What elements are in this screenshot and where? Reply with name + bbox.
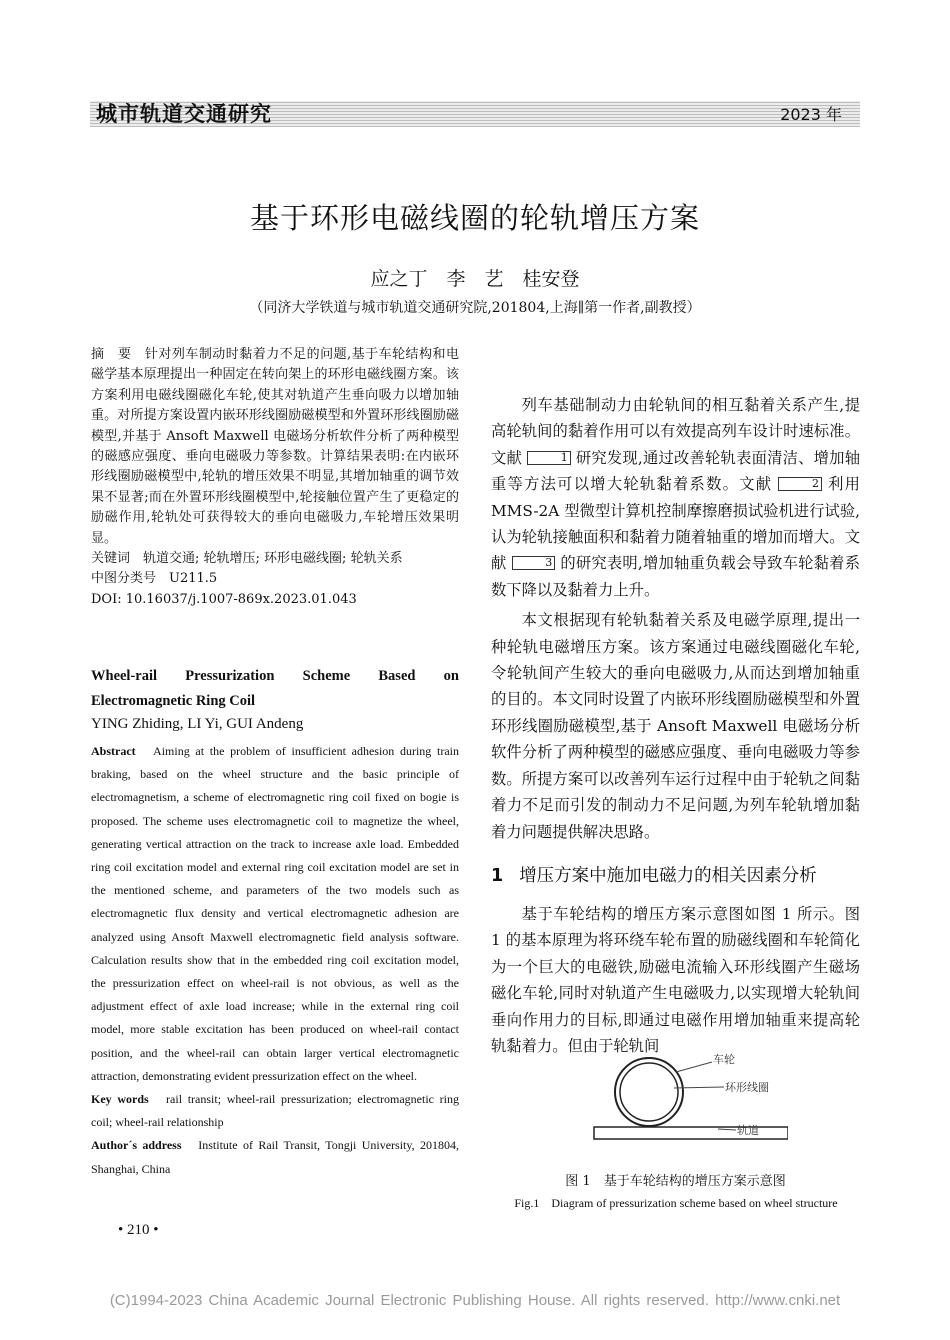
en-title: Wheel-rail Pressurization Scheme Based on Electromagnetic Ring Coil	[91, 668, 459, 709]
cn-abstract	[91, 345, 459, 549]
en-keywords	[91, 1088, 459, 1134]
en-authors: YING Zhiding, LI Yi, GUI Andeng	[91, 716, 304, 732]
journal-year: 2023 年	[780, 105, 842, 124]
cn-class-label: 中图分类号	[91, 571, 157, 587]
figure-caption-en: Fig.1 Diagram of pressurization scheme based on wheel structure	[514, 1196, 838, 1210]
figure-wheel-diagram	[588, 1050, 788, 1160]
cn-keywords-text: 轨道交通; 轮轨增压; 环形电磁线圈; 轮轨关系	[143, 551, 403, 567]
coil-leader	[674, 1087, 724, 1088]
label-wheel: 车轮	[713, 1053, 735, 1066]
body-intro	[491, 392, 860, 849]
en-abstract-block	[91, 740, 459, 1181]
en-address-label: Author´s address	[91, 1138, 182, 1153]
authors: 应之丁 李 艺 桂安登	[370, 268, 580, 290]
copyright-footer: (C)1994-2023 China Academic Journal Electronic Publishing House. All rights reserved. http://www.cnki.net	[109, 1292, 841, 1309]
label-coil: 环形线圈	[725, 1081, 769, 1094]
page-number: • 210 •	[118, 1222, 159, 1238]
body-text: 研究发现,通过改善轮轨表面清洁、增加轴重等方法可以增大轮轨黏着系数。文献	[491, 448, 860, 494]
en-address	[91, 1134, 459, 1180]
en-abstract	[91, 740, 459, 1088]
cn-class-no: U211.5	[169, 571, 218, 587]
rail-leader	[718, 1129, 736, 1130]
citation-ref[interactable]: 1	[527, 451, 571, 465]
body-paragraph: 本文根据现有轮轨黏着关系及电磁学原理,提出一种轮轨电磁增压方案。该方案通过电磁线圈磁化车轮,令轮轨间产生较大的垂向电磁吸力,从而达到增加轴重的目的。本文同时设置了内嵌环形线圈励磁模型和外置环形线圈励磁模型,基于 Ansoft Maxwell 电磁场分析软件分析了两种模型的磁感应强度、垂向电磁吸力等参数。所提方案可以改善列车运行过程中由于轮轨之间黏着力不足而引发的制动力不足问题,为列车轮轨增加黏着力问题提供解决思路。	[491, 611, 860, 841]
figure-caption-cn: 图 1 基于车轮结构的增压方案示意图	[565, 1174, 786, 1189]
doi: DOI: 10.16037/j.1007-869x.2023.01.043	[91, 591, 357, 607]
en-keywords-label: Key words	[91, 1092, 149, 1107]
paper-title: 基于环形电磁线圈的轮轨增压方案	[249, 201, 700, 235]
wheel-leader	[676, 1062, 712, 1072]
cn-keywords	[91, 549, 459, 569]
en-abstract-text: Aiming at the problem of insufficient adhesion during train braking, based on the wheel structure and the basic principle of electromagnetism, a scheme of electromagnetic ring coil fixed on bogie is proposed. The scheme uses electromagnetic coil to magnetize the wheel, generating vertical attraction on the track to increase axle load. Embedded ring coil excitation model and external ring coil excitation model are set in the mentioned scheme, and parameters of the two models such as electromagnetic flux density and vertical electromagnetic adhesion are analyzed using Ansoft Maxwell electromagnetic field analysis software. Calculation results show that in the embedded ring coil excitation model, the pressurization effect on wheel-rail is not obvious, as well as the adjustment effect of axle load increase; while in the external ring coil model, more stable excitation has been produced on wheel-rail contact position, and the wheel-rail can obtain larger vertical electromagnetic attraction, demonstrating evident pressurization effect on the wheel.	[91, 744, 459, 1083]
section-body	[491, 901, 860, 1059]
cn-classification	[91, 569, 459, 589]
body-paragraph	[491, 392, 860, 603]
outer-wheel-circle	[615, 1058, 683, 1126]
section-heading	[491, 862, 817, 887]
cn-abstract-text: 针对列车制动时黏着力不足的问题,基于车轮结构和电磁学基本原理提出一种固定在转向架上的环形电磁线圈方案。该方案利用电磁线圈磁化车轮,使其对轨道产生垂向吸力以增加轴重。对所提方案设置内嵌环形线圈励磁模型和外置环形线圈励磁模型,并基于 Ansoft Maxwell 电磁场分析软件分析了两种模型的磁感应强度、垂向电磁吸力等参数。计算结果表明:在内嵌环形线圈励磁模型中,轮轨的增压效果不明显,其增加轴重的调节效果不显著;而在外置环形线圈模型中,轮接触位置产生了更稳定的励磁作用,轮轨处可获得较大的垂向电磁吸力,车轮增压效果明显。	[91, 347, 459, 546]
cn-abstract-label: 摘 要	[91, 347, 132, 362]
citation-ref[interactable]: 3	[512, 556, 556, 570]
body-text: 的研究表明,增加轴重负载会导致车轮黏着系数下降以及黏着力上升。	[491, 554, 860, 599]
label-rail: 轨道	[737, 1124, 759, 1137]
section-number: 1	[491, 866, 504, 886]
body-text: 列车基础制动力由轮轨间的相互黏着关系产生,提高轮轨间的黏着作用可以有效提高列车设计时速标准。文献	[491, 396, 860, 467]
en-abstract-label: Abstract	[91, 744, 136, 758]
cn-keywords-label: 关键词	[91, 551, 131, 567]
cn-abstract-block	[91, 345, 459, 610]
affiliation: （同济大学铁道与城市轨道交通研究院,201804,上海∥第一作者,副教授）	[249, 300, 701, 316]
en-address-text: Institute of Rail Transit, Tongji University, 201804, Shanghai, China	[91, 1138, 459, 1176]
en-keywords-text: rail transit; wheel-rail pressurization; electromagnetic ring coil; wheel-rail relationship	[91, 1092, 459, 1130]
citation-ref[interactable]: 2	[778, 477, 822, 491]
body-text: 利用 MMS-2A 型微型计算机控制摩擦磨损试验机进行试验,认为轮轨接触面积和黏着力随着轴重的增加而增大。文献	[491, 475, 860, 573]
section-title: 增压方案中施加电磁力的相关因素分析	[519, 866, 817, 886]
inner-coil-circle	[620, 1063, 678, 1121]
body-paragraph: 基于车轮结构的增压方案示意图如图 1 所示。图 1 的基本原理为将环绕车轮布置的励磁线圈和车轮简化为一个巨大的电磁铁,励磁电流输入环形线圈产生磁场磁化车轮,同时对轨道产生电磁吸力,以实现增大轮轨间垂向作用力的目标,即通过电磁作用增加轴重来提高轮轨黏着力。但由于轮轨间	[491, 905, 860, 1056]
journal-name: 城市轨道交通研究	[96, 102, 272, 126]
